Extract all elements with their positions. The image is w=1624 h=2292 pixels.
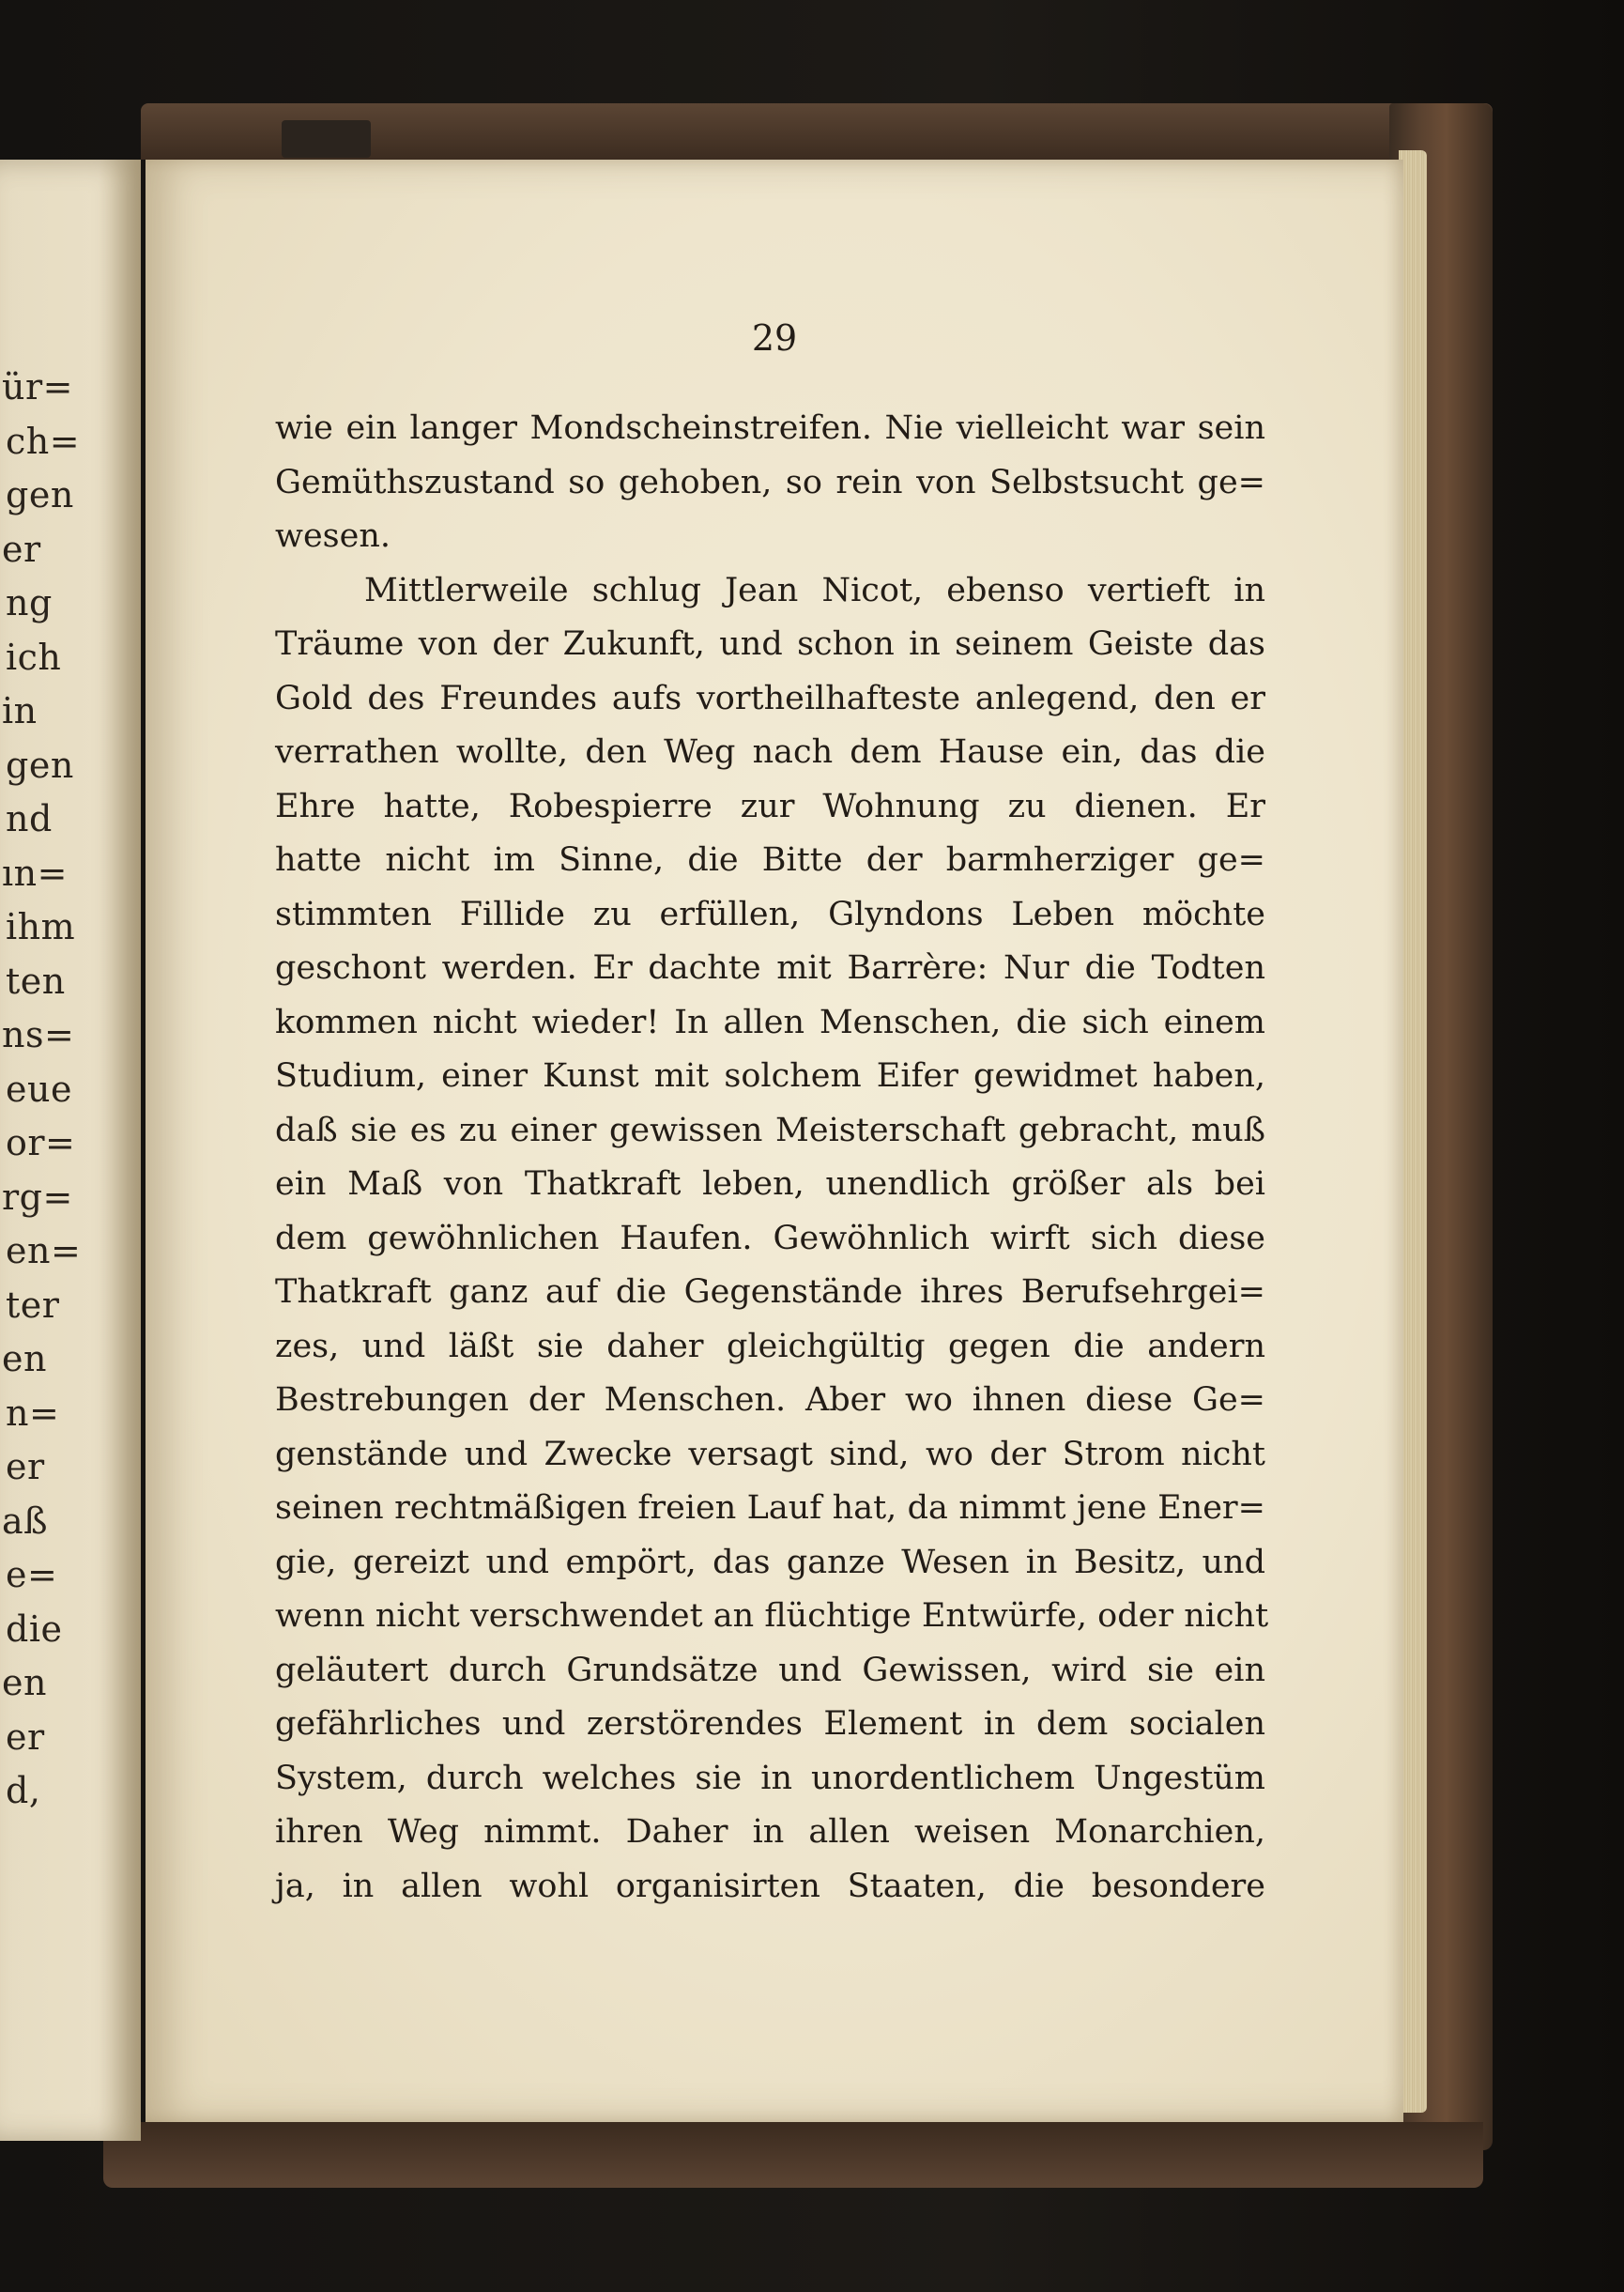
text-line: Bestrebungen der Menschen. Aber wo ihnen diese Ge=: [275, 1381, 1265, 1419]
text-line: genstände und Zwecke versagt sind, wo der Strom nicht: [275, 1435, 1265, 1473]
left-page-fragment: eue: [6, 1068, 72, 1110]
text-line: seinen rechtmäßigen freien Lauf hat, da nimmt jene Ener=: [275, 1489, 1265, 1527]
left-page-fragment: en: [2, 1662, 47, 1703]
text-line: wenn nicht verschwendet an flüchtige Entwürfe, oder nicht: [275, 1597, 1269, 1635]
left-page-fragment: ter: [6, 1284, 60, 1326]
page-text-block: [275, 402, 1269, 1914]
book-cover-bottom-edge: [103, 2122, 1483, 2188]
left-page-fragment: in: [2, 690, 38, 731]
text-line: kommen nicht wieder! In allen Menschen, die sich einem: [275, 1003, 1265, 1041]
text-line: verrathen wollte, den Weg nach dem Hause ein, das die: [275, 733, 1265, 771]
text-line: Mittlerweile schlug Jean Nicot, ebenso vertieft in: [364, 571, 1265, 609]
left-page-fragment: gen: [6, 744, 74, 786]
text-line: dem gewöhnlichen Haufen. Gewöhnlich wirft sich diese: [275, 1219, 1265, 1257]
text-line: ein Maß von Thatkraft leben, unendlich größer als bei: [275, 1165, 1265, 1203]
left-page-fragment: ch=: [6, 420, 81, 462]
text-line: ihren Weg nimmt. Daher in allen weisen Monarchien,: [275, 1813, 1265, 1851]
text-line: wie ein langer Mondscheinstreifen. Nie vielleicht war sein: [275, 409, 1265, 447]
text-line: Gemüthszustand so gehoben, so rein von Selbstsucht ge=: [275, 463, 1265, 501]
text-line: stimmten Fillide zu erfüllen, Glyndons Leben möchte: [275, 895, 1265, 933]
left-page-fragment: ng: [6, 582, 53, 623]
text-line: geschont werden. Er dachte mit Barrère: Nur die Todten: [275, 949, 1265, 987]
text-line: Studium, einer Kunst mit solchem Eifer gewidmet haben,: [275, 1057, 1265, 1095]
text-line: geläutert durch Grundsätze und Gewissen, wird sie ein: [275, 1651, 1265, 1689]
left-page-fragment: gen: [6, 474, 74, 515]
left-page-fragment: aß: [2, 1500, 49, 1542]
text-line: wesen.: [275, 517, 391, 555]
left-page-fragment: n=: [6, 1392, 60, 1434]
left-page-fragment: ın=: [2, 852, 68, 894]
text-line: Träume von der Zukunft, und schon in seinem Geiste das: [275, 625, 1265, 663]
left-page-fragment: ten: [6, 960, 66, 1002]
left-page-fragment: en=: [6, 1230, 82, 1271]
left-page-fragment: ür=: [2, 366, 73, 408]
left-page-fragment: ihm: [6, 906, 76, 947]
text-line: ja, in allen wohl organisirten Staaten, die besondere: [275, 1867, 1265, 1905]
right-page: [146, 160, 1403, 2122]
text-line: System, durch welches sie in unordentlichem Ungestüm: [275, 1759, 1265, 1797]
left-page-fragment: d,: [6, 1770, 41, 1811]
left-page-fragment: ich: [6, 636, 62, 678]
text-line: Gold des Freundes aufs vortheilhafteste anlegend, den er: [275, 679, 1265, 717]
left-page-fragment: rg=: [2, 1176, 73, 1218]
left-page-fragment: er: [2, 528, 41, 570]
text-line: gie, gereizt und empört, das ganze Wesen in Besitz, und: [275, 1543, 1265, 1581]
text-line: gefährliches und zerstörendes Element in dem socialen: [275, 1705, 1265, 1743]
text-line: hatte nicht im Sinne, die Bitte der barmherziger ge=: [275, 841, 1265, 879]
text-line: zes, und läßt sie daher gleichgültig gegen die andern: [275, 1327, 1265, 1365]
left-page-edge: [0, 160, 141, 2141]
left-page-fragment: nd: [6, 798, 53, 839]
page-number: 29: [751, 317, 798, 359]
left-page-fragment: en: [2, 1338, 47, 1379]
left-page-fragment: er: [6, 1715, 45, 1758]
left-page-fragment: e=: [6, 1554, 58, 1595]
book-clasp: [282, 120, 371, 158]
text-line: Thatkraft ganz auf die Gegenstände ihres Berufsehrgei=: [275, 1273, 1265, 1311]
left-page-fragment: or=: [6, 1122, 76, 1163]
text-line: daß sie es zu einer gewissen Meisterschaft gebracht, muß: [275, 1111, 1265, 1149]
left-page-fragment: die: [6, 1607, 63, 1650]
left-page-fragment: ns=: [2, 1014, 75, 1055]
text-line: Ehre hatte, Robespierre zur Wohnung zu dienen. Er: [275, 787, 1265, 825]
left-page-fragment: er: [6, 1446, 45, 1487]
